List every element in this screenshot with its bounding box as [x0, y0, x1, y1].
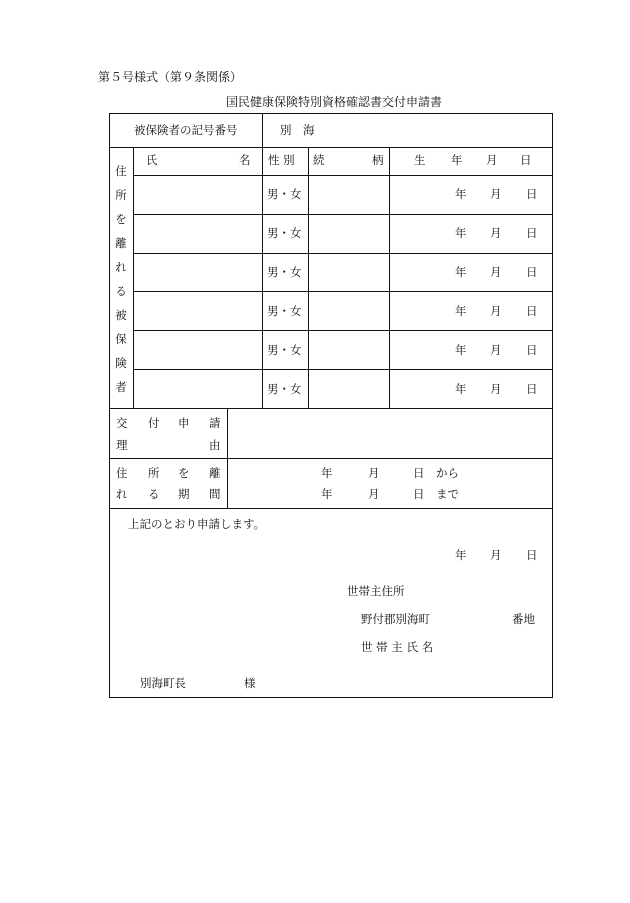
birth-month-label: 月 [490, 382, 502, 396]
relationship-field[interactable] [311, 217, 386, 250]
birth-month-label: 月 [490, 343, 502, 357]
relationship-field[interactable] [311, 372, 386, 405]
householder-address-label: 世帯主住所 [347, 584, 405, 598]
name-field[interactable] [136, 372, 259, 405]
address-town: 野付郡別海町 [361, 612, 430, 626]
name-header: 氏 [146, 153, 158, 167]
period-char: 住 [116, 466, 128, 480]
reason-char: 理 [116, 438, 128, 452]
declaration-day: 日 [526, 548, 538, 562]
vertical-char: 被 [115, 308, 127, 322]
vertical-char: 険 [115, 356, 127, 370]
birth-header: 生 [414, 153, 426, 167]
period-to-suffix: まで [436, 487, 459, 501]
period-char: る [148, 487, 160, 501]
birth-day-label: 日 [526, 343, 538, 357]
period-to-month: 月 [368, 487, 380, 501]
name-field[interactable] [136, 294, 259, 327]
reason-field[interactable] [230, 411, 550, 456]
relationship-header-suffix: 柄 [372, 153, 384, 167]
vertical-char: 者 [115, 380, 127, 394]
period-from-year: 年 [321, 466, 333, 480]
reason-char: 付 [148, 416, 160, 430]
name-field[interactable] [136, 217, 259, 250]
vertical-char: 所 [115, 188, 127, 202]
birth-day-label: 日 [526, 187, 538, 201]
declaration-statement: 上記のとおり申請します。 [128, 517, 266, 531]
period-char: 所 [148, 466, 160, 480]
sex-choice[interactable]: 男・女 [267, 265, 302, 279]
birth-year-label: 年 [455, 265, 467, 279]
vertical-char: る [115, 284, 127, 298]
householder-name-field[interactable] [440, 636, 545, 658]
birth-month-label: 月 [490, 304, 502, 318]
householder-name-label: 世 帯 主 氏 名 [361, 640, 434, 654]
vertical-char: れ [115, 260, 127, 274]
vertical-char: 保 [115, 332, 127, 346]
period-char: 間 [209, 487, 221, 501]
vertical-char: 離 [115, 236, 127, 250]
sex-header: 性 別 [268, 153, 295, 167]
address-suffix: 番地 [512, 612, 535, 626]
birth-day-label: 日 [526, 304, 538, 318]
reason-char: 交 [116, 416, 128, 430]
relationship-field[interactable] [311, 178, 386, 211]
birth-header-year: 年 [451, 153, 463, 167]
relationship-header: 続 [313, 153, 325, 167]
period-char: 期 [178, 487, 190, 501]
birth-header-day: 日 [520, 153, 532, 167]
declaration-year: 年 [455, 548, 467, 562]
birth-day-label: 日 [526, 265, 538, 279]
sex-choice[interactable]: 男・女 [267, 187, 302, 201]
form-number: 第５号様式（第９条関係） [98, 70, 243, 84]
sex-choice[interactable]: 男・女 [267, 343, 302, 357]
insured-number-prefix: 別 海 [280, 123, 315, 137]
birth-header-month: 月 [486, 153, 498, 167]
name-header-suffix: 名 [239, 153, 251, 167]
birth-month-label: 月 [490, 187, 502, 201]
birth-day-label: 日 [526, 382, 538, 396]
vertical-char: を [115, 212, 127, 226]
period-from-month: 月 [368, 466, 380, 480]
birth-year-label: 年 [455, 304, 467, 318]
reason-char: 申 [178, 416, 190, 430]
sex-choice[interactable]: 男・女 [267, 382, 302, 396]
addressee: 別海町長 [140, 676, 186, 690]
birth-year-label: 年 [455, 226, 467, 240]
relationship-field[interactable] [311, 333, 386, 366]
relationship-field[interactable] [311, 294, 386, 327]
reason-char: 請 [209, 416, 221, 430]
vertical-char: 住 [115, 164, 127, 178]
period-char: れ [116, 487, 128, 501]
insured-number-label: 被保険者の記号番号 [134, 123, 238, 137]
form-title: 国民健康保険特別資格確認書交付申請書 [226, 95, 443, 109]
name-field[interactable] [136, 178, 259, 211]
period-to-day: 日 [413, 487, 425, 501]
period-to-year: 年 [321, 487, 333, 501]
insured-number-field[interactable] [340, 118, 545, 142]
birth-year-label: 年 [455, 343, 467, 357]
reason-char: 由 [209, 438, 221, 452]
name-field[interactable] [136, 256, 259, 288]
relationship-field[interactable] [311, 256, 386, 288]
birth-day-label: 日 [526, 226, 538, 240]
declaration-month: 月 [490, 548, 502, 562]
period-from-day: 日 [413, 466, 425, 480]
birth-month-label: 月 [490, 265, 502, 279]
birth-year-label: 年 [455, 382, 467, 396]
sex-choice[interactable]: 男・女 [267, 304, 302, 318]
addressee-suffix: 様 [244, 676, 256, 690]
period-char: 離 [209, 466, 221, 480]
address-number-field[interactable] [440, 608, 506, 630]
period-from-suffix: から [436, 466, 459, 480]
name-field[interactable] [136, 333, 259, 366]
period-char: を [178, 466, 190, 480]
sex-choice[interactable]: 男・女 [267, 226, 302, 240]
birth-month-label: 月 [490, 226, 502, 240]
birth-year-label: 年 [455, 187, 467, 201]
